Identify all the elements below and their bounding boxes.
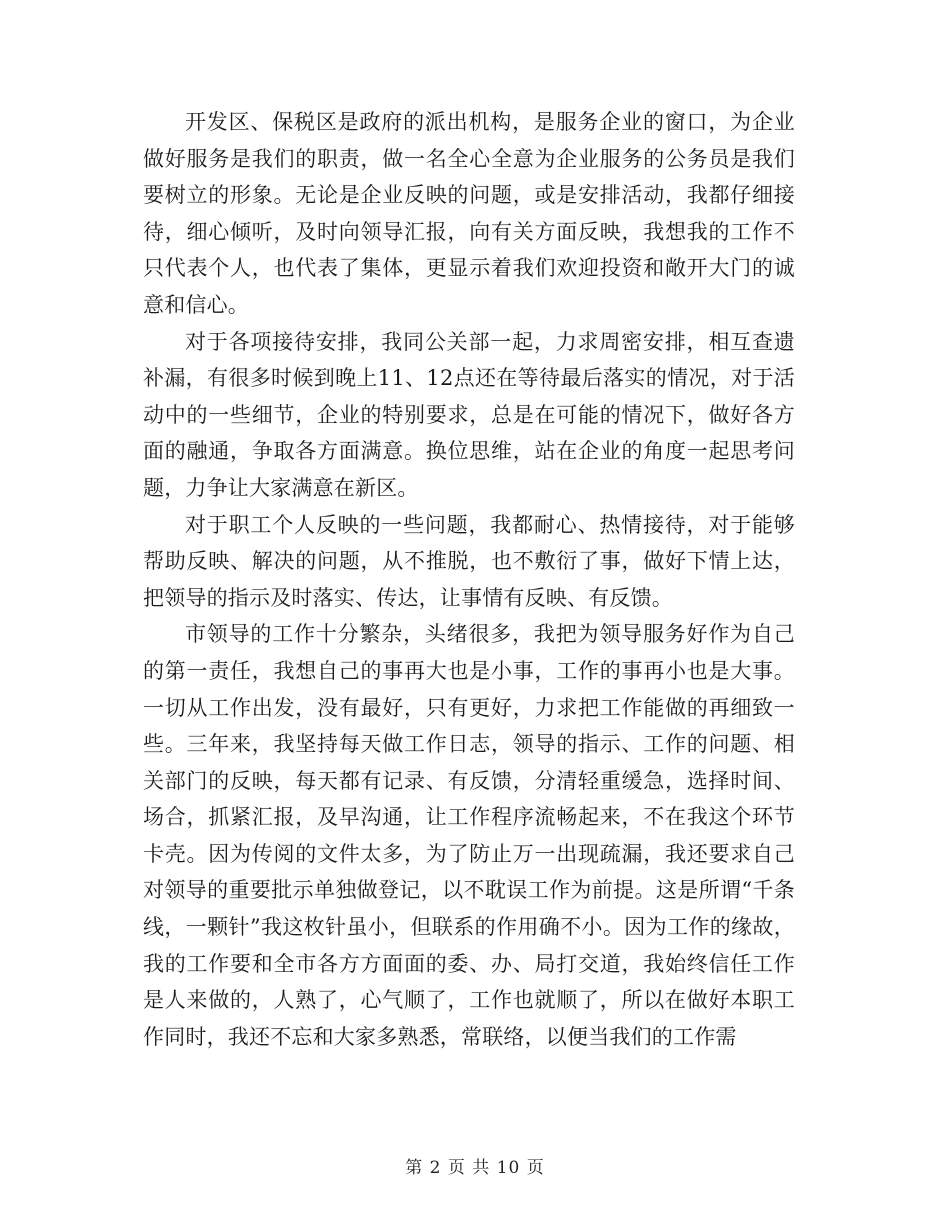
paragraph-2: 对于各项接待安排，我同公关部一起，力求周密安排，相互查遗补漏，有很多时候到晚上11、12点还在等待最后落实的情况，对于活动中的一些细节，企业的特别要求，总是在可能的情况下，做好各方面的融通，争取各方面满意。换位思维，站在企业的角度一起思考问题，力争让大家满意在新区。 xyxy=(143,329,795,500)
paragraph-4: 市领导的工作十分繁杂，头绪很多，我把为领导服务好作为自己的第一责任，我想自己的事再大也是小事，工作的事再小也是大事。一切从工作出发，没有最好，只有更好，力求把工作能做的再细致一些。三年来，我坚持每天做工作日志，领导的指示、工作的问题、相关部门的反映，每天都有记录、有反馈，分清轻重缓急，选择时间、场合，抓紧汇报，及早沟通，让工作程序流畅起来，不在我这个环节卡壳。因为传阅的文件太多，为了防止万一出现疏漏，我还要求自己对领导的重要批示单独做登记，以不耽误工作为前提。这是所谓“千条线，一颗针”我这枚针虽小，但联系的作用确不小。因为工作的缘故，我的工作要和全市各方方面面的委、办、局打交道，我始终信任工作是人来做的，人熟了，心气顺了，工作也就顺了，所以在做好本职工作同时，我还不忘和大家多熟悉，常联络，以便当我们的工作需 xyxy=(143,622,795,1049)
page-footer: 第 2 页 共 10 页 xyxy=(405,1158,545,1178)
paragraph-1: 开发区、保税区是政府的派出机构，是服务企业的窗口，为企业做好服务是我们的职责，做一名全心全意为企业服务的公务员是我们要树立的形象。无论是企业反映的问题，或是安排活动，我都仔细接待，细心倾听，及时向领导汇报，向有关方面反映，我想我的工作不只代表个人，也代表了集体，更显示着我们欢迎投资和敞开大门的诚意和信心。 xyxy=(143,110,795,317)
document-body xyxy=(143,104,795,1055)
paragraph-3: 对于职工个人反映的一些问题，我都耐心、热情接待，对于能够帮助反映、解决的问题，从不推脱，也不敷衍了事，做好下情上达，把领导的指示及时落实、传达，让事情有反映、有反馈。 xyxy=(143,512,795,610)
